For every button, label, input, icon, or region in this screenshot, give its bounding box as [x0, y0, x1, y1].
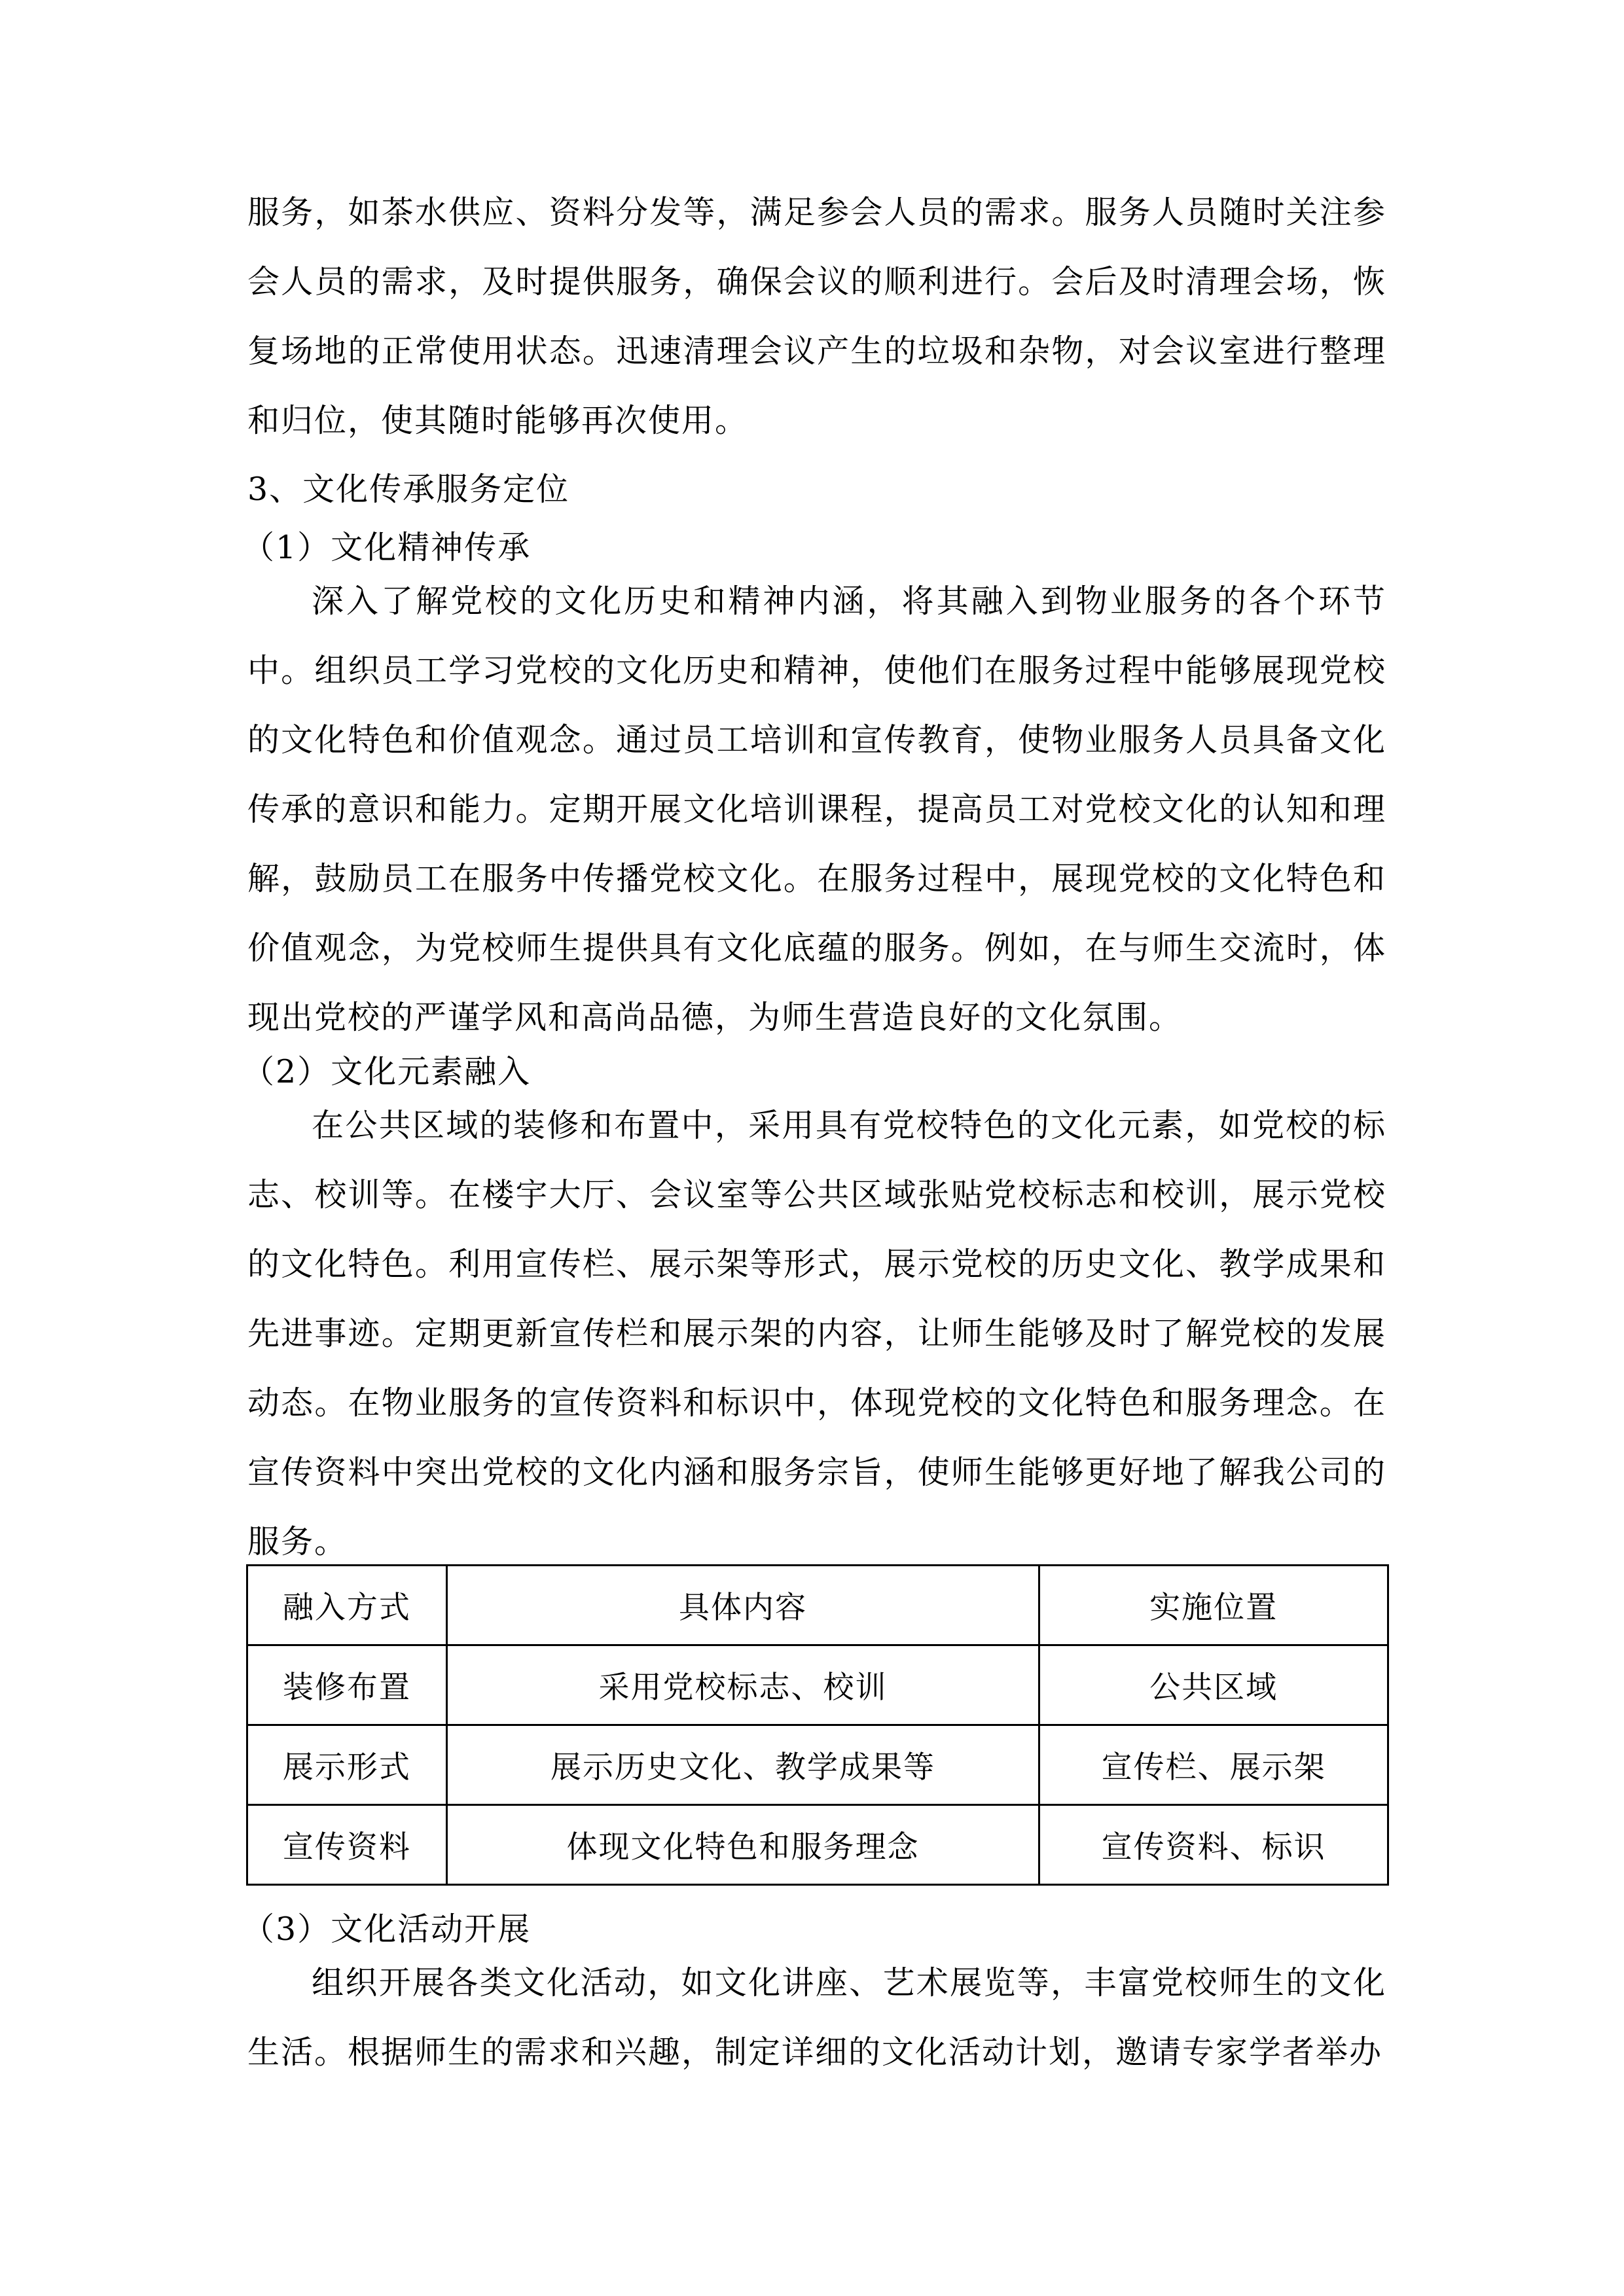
table-cell: 装修布置: [247, 1645, 447, 1725]
table-cell: 体现文化特色和服务理念: [446, 1805, 1039, 1885]
table-row: [247, 1725, 1388, 1805]
table-header-cell: 实施位置: [1039, 1566, 1388, 1645]
table-header-cell: 具体内容: [446, 1566, 1039, 1645]
subheading-cultural-elements: （2）文化元素融入: [242, 1053, 532, 1090]
subheading-cultural-activities: （3）文化活动开展: [242, 1910, 532, 1948]
subheading-cultural-spirit: （1）文化精神传承: [242, 529, 532, 566]
table-header-cell: 融入方式: [247, 1566, 447, 1645]
paragraph-meeting-service: 服务，如茶水供应、资料分发等，满足参会人员的需求。服务人员随时关注参会人员的需求，及时提供服务，确保会议的顺利进行。会后及时清理会场，恢复场地的正常使用状态。迅速清理会议产生的垃圾和杂物，对会议室进行整理和归位，使其随时能够再次使用。: [247, 194, 1386, 439]
table-cell: 采用党校标志、校训: [446, 1645, 1039, 1725]
table-cell: 公共区域: [1039, 1645, 1388, 1725]
table-cell: 宣传资料、标识: [1039, 1805, 1388, 1885]
table-cell: 宣传栏、展示架: [1039, 1725, 1388, 1805]
cultural-elements-table: [246, 1564, 1389, 1886]
paragraph-cultural-spirit: 深入了解党校的文化历史和精神内涵，将其融入到物业服务的各个环节中。组织员工学习党校的文化历史和精神，使他们在服务过程中能够展现党校的文化特色和价值观念。通过员工培训和宣传教育，使物业服务人员具备文化传承的意识和能力。定期开展文化培训课程，提高员工对党校文化的认知和理解，鼓励员工在服务中传播党校文化。在服务过程中，展现党校的文化特色和价值观念，为党校师生提供具有文化底蕴的服务。例如，在与师生交流时，体现出党校的严谨学风和高尚品德，为师生营造良好的文化氛围。: [247, 583, 1386, 1036]
table-header-row: [247, 1566, 1388, 1645]
table-row: [247, 1805, 1388, 1885]
section-heading-cultural-inheritance: 3、文化传承服务定位: [247, 471, 570, 508]
table-cell: 宣传资料: [247, 1805, 447, 1885]
table-row: [247, 1645, 1388, 1725]
paragraph-cultural-elements: 在公共区域的装修和布置中，采用具有党校特色的文化元素，如党校的标志、校训等。在楼宇大厅、会议室等公共区域张贴党校标志和校训，展示党校的文化特色。利用宣传栏、展示架等形式，展示党校的历史文化、教学成果和先进事迹。定期更新宣传栏和展示架的内容，让师生能够及时了解党校的发展动态。在物业服务的宣传资料和标识中，体现党校的文化特色和服务理念。在宣传资料中突出党校的文化内涵和服务宗旨，使师生能够更好地了解我公司的服务。: [247, 1107, 1386, 1560]
paragraph-cultural-activities: 组织开展各类文化活动，如文化讲座、艺术展览等，丰富党校师生的文化生活。根据师生的需求和兴趣，制定详细的文化活动计划，邀请专家学者举办: [247, 1964, 1386, 2071]
table-cell: 展示历史文化、教学成果等: [446, 1725, 1039, 1805]
table-cell: 展示形式: [247, 1725, 447, 1805]
